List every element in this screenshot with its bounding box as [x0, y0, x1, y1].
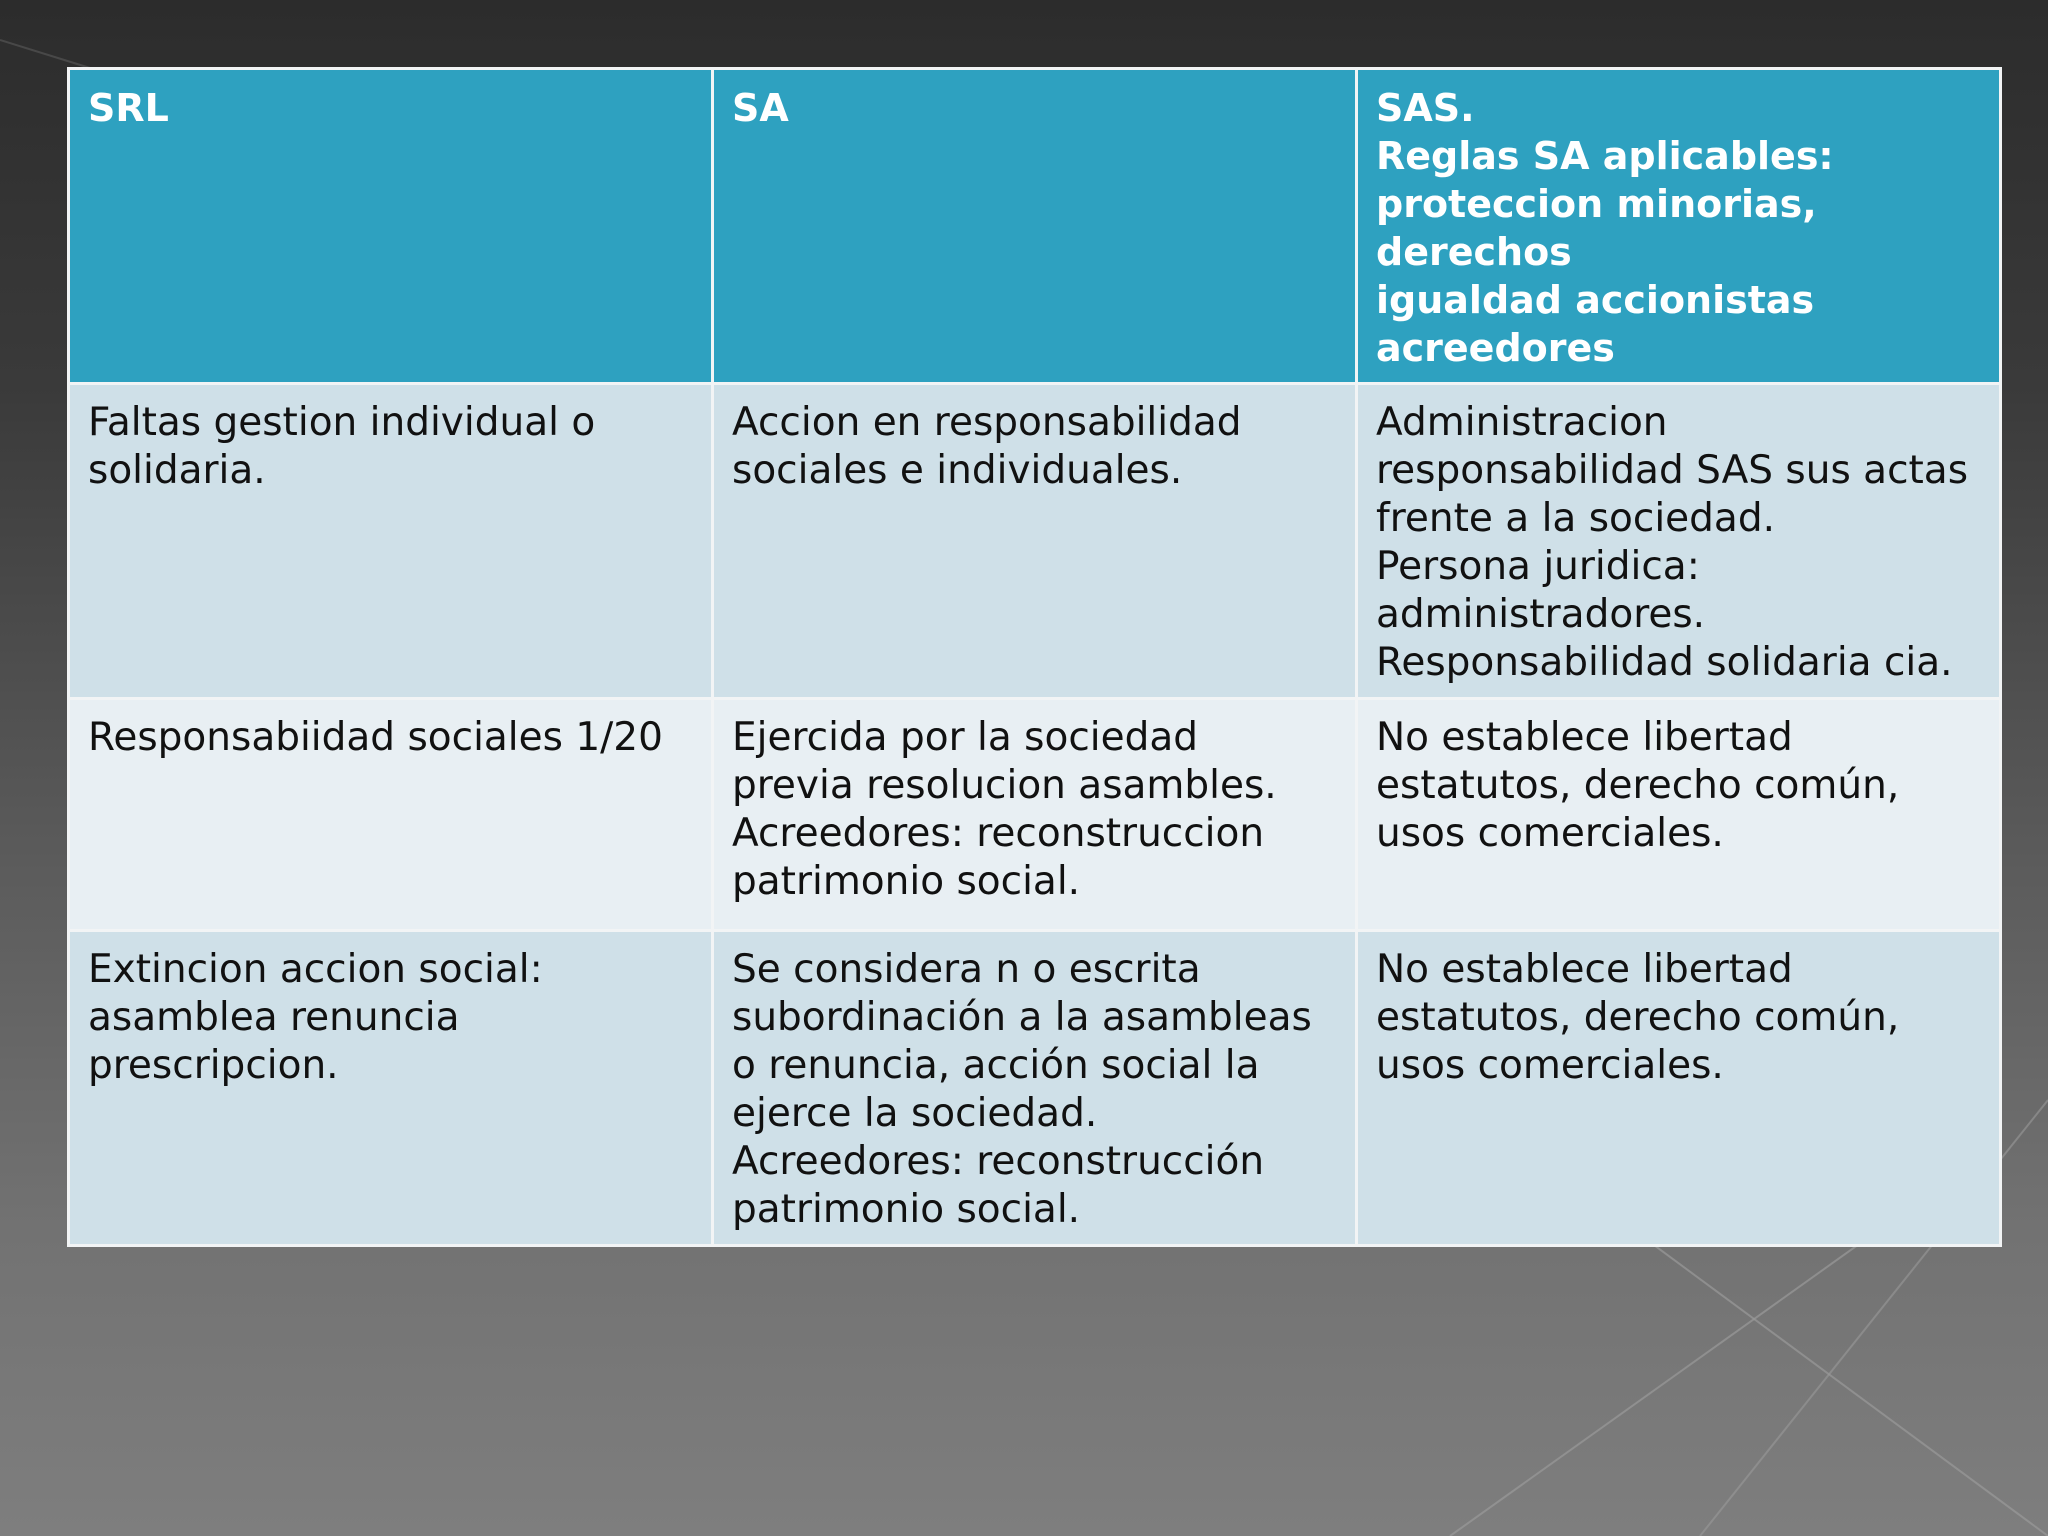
cell-srl: Extincion accion social: asamblea renuncia prescripcion. — [69, 931, 713, 1246]
cell-sas: Administracion responsabilidad SAS sus actas frente a la sociedad. Persona juridica: administradores. Responsabilidad solidaria cia. — [1357, 384, 2001, 699]
cell-sas: No establece libertad estatutos, derecho común, usos comerciales. — [1357, 699, 2001, 931]
table-row — [69, 384, 2001, 699]
table-row — [69, 931, 2001, 1246]
cell-sas: No establece libertad estatutos, derecho común, usos comerciales. — [1357, 931, 2001, 1246]
cell-srl: Responsabiidad sociales 1/20 — [69, 699, 713, 931]
comparison-table — [67, 67, 2002, 1247]
cell-sa: Se considera n o escrita subordinación a la asambleas o renuncia, acción social la ejerce la sociedad. Acreedores: reconstrucción patrimonio social. — [713, 931, 1357, 1246]
header-row — [69, 69, 2001, 384]
table-row — [69, 699, 2001, 931]
cell-sa: Ejercida por la sociedad previa resolucion asambles. Acreedores: reconstruccion patrimonio social. — [713, 699, 1357, 931]
cell-srl: Faltas gestion individual o solidaria. — [69, 384, 713, 699]
header-sa: SA — [713, 69, 1357, 384]
cell-sa: Accion en responsabilidad sociales e individuales. — [713, 384, 1357, 699]
header-srl: SRL — [69, 69, 713, 384]
header-sas: SAS. Reglas SA aplicables: proteccion minorias, derechos igualdad accionistas acreedores — [1357, 69, 2001, 384]
